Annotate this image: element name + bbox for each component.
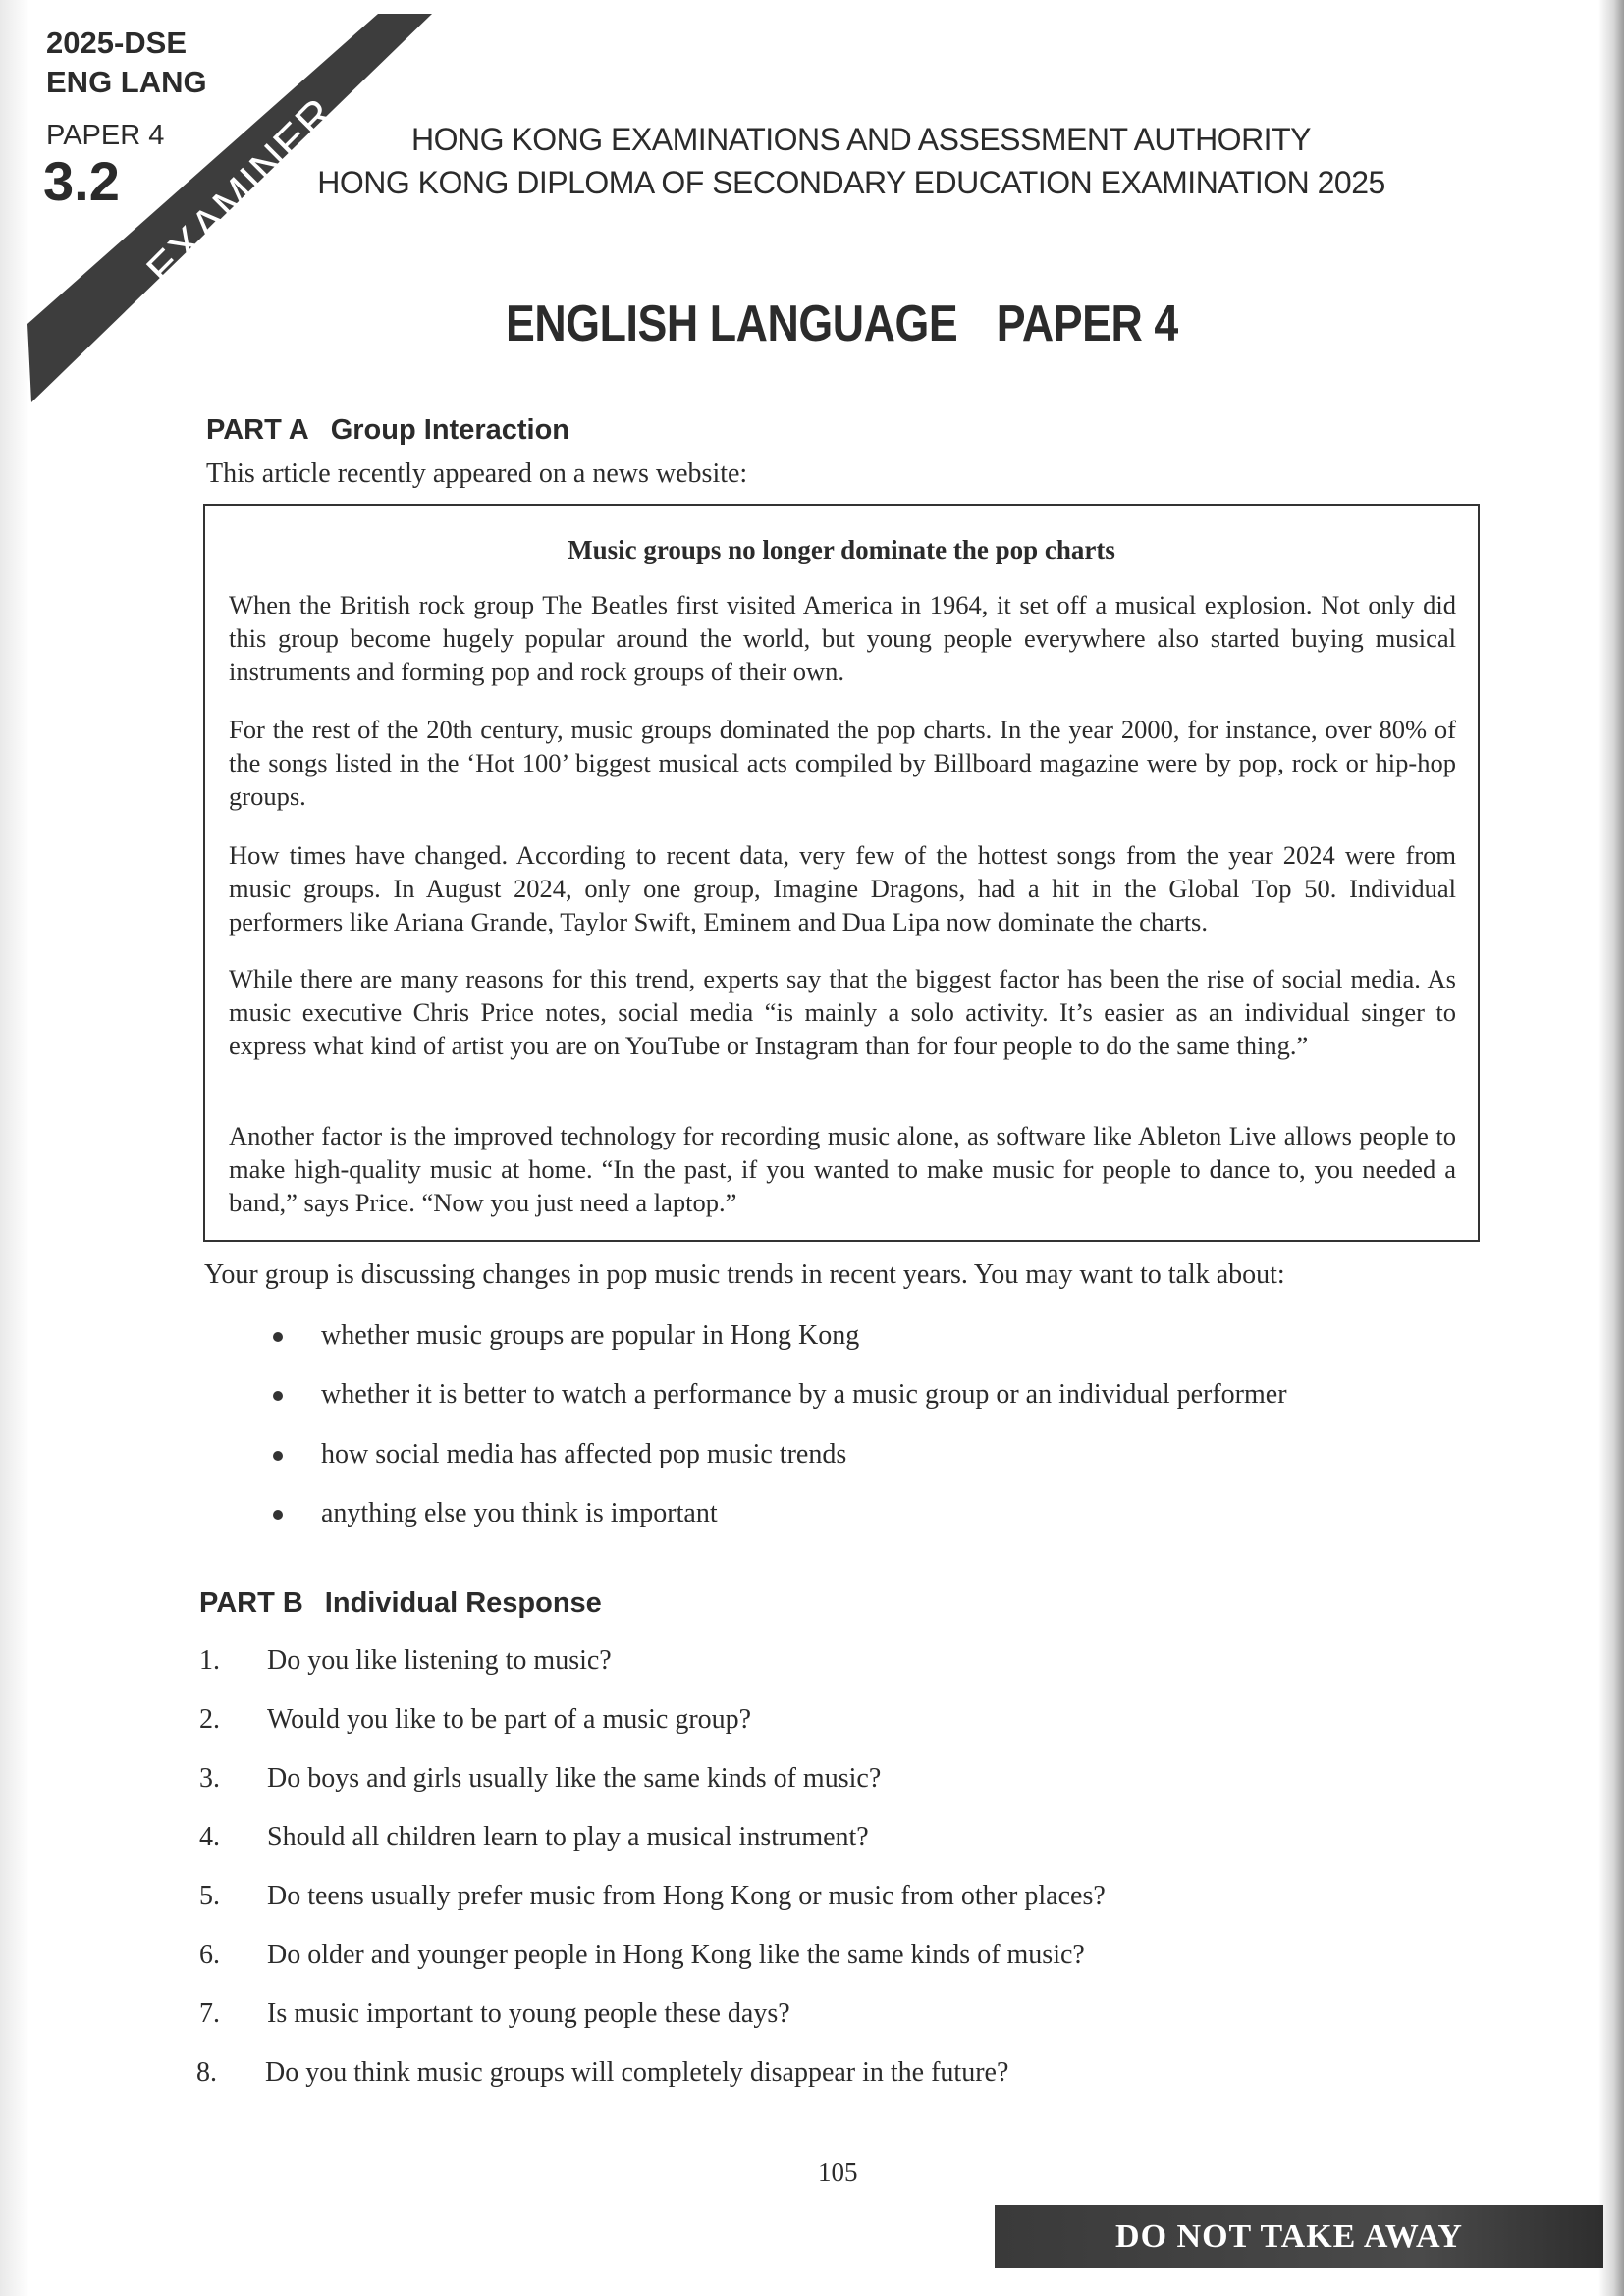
discussion-point: anything else you think is important bbox=[321, 1498, 718, 1528]
bullet-icon bbox=[273, 1451, 283, 1461]
exam-code: 2025-DSE bbox=[46, 26, 188, 60]
subject-code: ENG LANG bbox=[46, 65, 207, 99]
article-paragraph: When the British rock group The Beatles first visited America in 1964, it set off a musical explosion. Not only did this group become hugely popular around the world, but young people everywhere also started buying musical instruments and forming pop and rock groups of their own. bbox=[229, 590, 1456, 686]
question-text: Do older and younger people in Hong Kong like the same kinds of music? bbox=[267, 1940, 1085, 1970]
question-text: Is music important to young people these days? bbox=[267, 1999, 790, 2029]
discussion-point: whether music groups are popular in Hong Kong bbox=[321, 1320, 860, 1351]
question-text: Do you think music groups will completely disappear in the future? bbox=[265, 2057, 1009, 2088]
article-title: Music groups no longer dominate the pop charts bbox=[568, 535, 1115, 564]
question-text: Do teens usually prefer music from Hong Kong or music from other places? bbox=[267, 1881, 1106, 1911]
bullet-icon bbox=[273, 1391, 283, 1401]
question-number: 2. bbox=[199, 1704, 220, 1735]
page-right-edge bbox=[1598, 0, 1624, 2296]
paper-title: PAPER 4 bbox=[996, 295, 1178, 352]
part-b-title: Individual Response bbox=[324, 1587, 602, 1619]
discussion-point: whether it is better to watch a performance by a music group or an individual performer bbox=[321, 1379, 1287, 1410]
question-number: 1. bbox=[199, 1645, 220, 1676]
article-box bbox=[203, 504, 1480, 1242]
question-number: 5. bbox=[199, 1881, 220, 1911]
paper-label: PAPER 4 bbox=[46, 120, 165, 151]
question-number: 6. bbox=[199, 1940, 220, 1970]
question-number: 4. bbox=[199, 1822, 220, 1852]
part-a-title: Group Interaction bbox=[330, 414, 570, 446]
warning-text: DO NOT TAKE AWAY bbox=[1115, 2218, 1463, 2255]
authority-name: HONG KONG EXAMINATIONS AND ASSESSMENT AUTHORITY bbox=[411, 122, 1311, 157]
examination-name: HONG KONG DIPLOMA OF SECONDARY EDUCATION EXAMINATION 2025 bbox=[317, 165, 1385, 200]
part-a-label: PART A bbox=[206, 414, 309, 446]
question-text: Do you like listening to music? bbox=[267, 1645, 612, 1676]
do-not-take-away-banner bbox=[995, 2205, 1603, 2268]
question-number: 8. bbox=[196, 2057, 217, 2088]
article-paragraph: While there are many reasons for this trend, experts say that the biggest factor has been the rise of social media. As music executive Chris Price notes, social media “is mainly a solo activity. It’s easier as an individual singer to express what kind of artist you are on YouTube or Instagram than for four people to do the same thing.” bbox=[229, 964, 1456, 1060]
bullet-icon bbox=[273, 1510, 283, 1520]
article-paragraph: Another factor is the improved technology for recording music alone, as software like Ableton Live allows people to make high-quality music at home. “In the past, if you wanted to make music for people to dance to, you needed a band,” says Price. “Now you just need a laptop.” bbox=[229, 1121, 1456, 1217]
discussion-point: how social media has affected pop music trends bbox=[321, 1439, 847, 1469]
question-text: Would you like to be part of a music group? bbox=[267, 1704, 752, 1735]
bullet-icon bbox=[273, 1332, 283, 1342]
article-paragraph: For the rest of the 20th century, music groups dominated the pop charts. In the year 2000, for instance, over 80% of the songs listed in the ‘Hot 100’ biggest musical acts compiled by Billboard magazine were by pop, rock or hip-hop groups. bbox=[229, 715, 1456, 811]
part-b-label: PART B bbox=[199, 1587, 303, 1619]
page-title bbox=[506, 294, 1178, 353]
page-number: 105 bbox=[818, 2158, 858, 2187]
part-a-heading bbox=[206, 414, 569, 447]
discussion-task: Your group is discussing changes in pop music trends in recent years. You may want to talk about: bbox=[204, 1259, 1285, 1290]
question-number: 7. bbox=[199, 1999, 220, 2029]
subject-title: ENGLISH LANGUAGE bbox=[506, 295, 958, 352]
part-b-heading bbox=[199, 1587, 602, 1620]
part-a-intro: This article recently appeared on a news website: bbox=[206, 458, 748, 489]
question-text: Do boys and girls usually like the same kinds of music? bbox=[267, 1763, 882, 1793]
examiner-banner-label: EXAMINER bbox=[135, 86, 346, 296]
question-text: Should all children learn to play a musical instrument? bbox=[267, 1822, 869, 1852]
paper-version: 3.2 bbox=[43, 150, 120, 212]
question-number: 3. bbox=[199, 1763, 220, 1793]
article-paragraph: How times have changed. According to recent data, very few of the hottest songs from the year 2024 were from music groups. In August 2024, only one group, Imagine Dragons, had a hit in the Global Top 50. Individual performers like Ariana Grande, Taylor Swift, Eminem and Dua Lipa now dominate the charts. bbox=[229, 840, 1456, 936]
